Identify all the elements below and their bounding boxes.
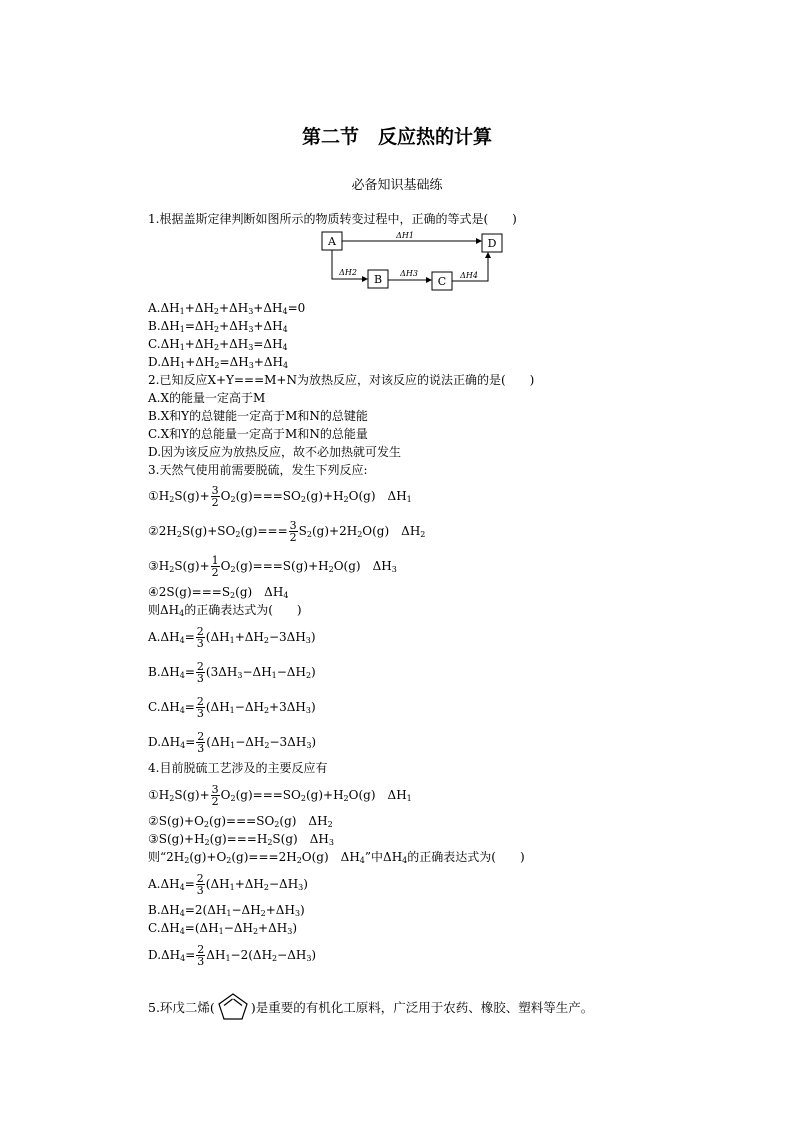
- q4-question: 则“$2H_2(g)+O_2(g)===2H_2O(g)$ $\Delta H_4$”中$\Delta H_4$的正确表达式为( ): [148, 850, 525, 865]
- fraction: $\frac{2}{3}$: [196, 872, 204, 897]
- q1-option-a: $A.\Delta H_1+\Delta H_2+\Delta H_3+\Delta H_4=0$: [148, 301, 306, 316]
- q1-option-c: $C.\Delta H_1+\Delta H_2+\Delta H_3=\Delta H_4$: [148, 337, 288, 352]
- fraction: $\frac{3}{2}$: [289, 519, 297, 544]
- q2-option-d: D.因为该反应为放热反应，故不必加热就可发生: [148, 445, 402, 459]
- q2-option-b: B.X和Y的总键能一定高于M和N的总键能: [148, 409, 368, 423]
- q4-option-b: $B.\Delta H_4=2(\Delta H_1-\Delta H_2+\Delta H_3)$: [148, 903, 305, 918]
- cyclopentadiene-structure-icon: [215, 991, 251, 1021]
- q4-option-c: $C.\Delta H_4=(\Delta H_1-\Delta H_2+\Delta H_3)$: [148, 921, 298, 936]
- q4-stem: 4.目前脱硫工艺涉及的主要反应有: [148, 761, 328, 775]
- q3-option-a: $A.\Delta H_4=$ $\frac{2}{3}$ $(\Delta H_1+\Delta H_2-3\Delta H_3)$: [148, 625, 316, 650]
- q3-reaction-4: $④2S(g)===S_2(g)$ $\Delta H_4$: [148, 585, 289, 600]
- q4-reaction-2: $②S(g)+O_2(g)===SO_2(g)$ $\Delta H_2$: [148, 814, 333, 829]
- fraction: $\frac{2}{3}$: [196, 695, 204, 720]
- box-b-label: B: [373, 273, 383, 286]
- fraction: $\frac{2}{3}$: [196, 660, 204, 685]
- box-c-label: C: [437, 275, 447, 288]
- label-dh1: ΔH1: [396, 231, 414, 240]
- label-dh2: ΔH2: [339, 268, 357, 277]
- q1-reaction-diagram: [310, 226, 510, 296]
- q1-stem: 1.根据盖斯定律判断如图所示的物质转变过程中，正确的等式是( ): [148, 212, 517, 226]
- q1-option-b: $B.\Delta H_1=\Delta H_2+\Delta H_3+\Delta H_4$: [148, 319, 288, 334]
- q3-reaction-1: $①H_2S(g)+$ $\frac{3}{2}$ $O_2(g)===SO_2(g)+H_2O(g)$ $\Delta H_1$: [148, 484, 412, 509]
- page-title: 第二节 反应热的计算: [301, 126, 492, 148]
- q4-option-a: $A.\Delta H_4=$ $\frac{2}{3}$ $(\Delta H_1+\Delta H_2-\Delta H_3)$: [148, 872, 308, 897]
- fraction: $\frac{2}{3}$: [197, 730, 205, 755]
- q3-question: 则$\Delta H_4$的正确表达式为( ): [148, 603, 302, 618]
- q5-stem: 5.环戊二烯( )是重要的有机化工原料，广泛用于农药、橡胶、塑料等生产。: [148, 991, 593, 1021]
- q4-option-d: $D.\Delta H_4=$ $\frac{2}{3}$ $\Delta H_1-2(\Delta H_2-\Delta H_3)$: [148, 943, 317, 968]
- box-a-label: A: [328, 235, 336, 248]
- q3-stem: 3.天然气使用前需要脱硫，发生下列反应:: [148, 463, 368, 477]
- fraction: $\frac{3}{2}$: [211, 484, 219, 509]
- q3-option-d: $D.\Delta H_4=$ $\frac{2}{3}$ $(\Delta H_1-\Delta H_2-3\Delta H_3)$: [148, 730, 317, 755]
- fraction: $\frac{2}{3}$: [196, 625, 204, 650]
- label-dh4: ΔH4: [460, 271, 478, 280]
- q4-reaction-1: $①H_2S(g)+$ $\frac{3}{2}$ $O_2(g)===SO_2(g)+H_2O(g)$ $\Delta H_1$: [148, 783, 412, 808]
- q3-option-c: $C.\Delta H_4=$ $\frac{2}{3}$ $(\Delta H_1-\Delta H_2+3\Delta H_3)$: [148, 695, 316, 720]
- q2-stem: 2.已知反应X+Y===M+N为放热反应，对该反应的说法正确的是( ): [148, 373, 535, 387]
- section-subtitle: 必备知识基础练: [351, 178, 443, 193]
- label-dh3: ΔH3: [400, 269, 418, 278]
- q2-option-c: C.X和Y的总能量一定高于M和N的总能量: [148, 427, 368, 441]
- fraction: $\frac{3}{2}$: [211, 783, 219, 808]
- fraction: $\frac{1}{2}$: [211, 554, 219, 579]
- box-d-label: D: [487, 237, 497, 250]
- fraction: $\frac{2}{3}$: [197, 943, 205, 968]
- q1-option-d: $D.\Delta H_1+\Delta H_2=\Delta H_3+\Delta H_4$: [148, 355, 289, 370]
- q3-option-b: $B.\Delta H_4=$ $\frac{2}{3}$ $(3\Delta H_3-\Delta H_1-\Delta H_2)$: [148, 660, 316, 685]
- q3-reaction-2: $②2H_2S(g)+SO_2(g)===$ $\frac{3}{2}$ $S_2(g)+2H_2O(g)$ $\Delta H_2$: [148, 519, 426, 544]
- q2-option-a: A.X的能量一定高于M: [148, 391, 266, 405]
- q4-reaction-3: $③S(g)+H_2(g)===H_2S(g)$ $\Delta H_3$: [148, 832, 334, 847]
- q3-reaction-3: $③H_2S(g)+$ $\frac{1}{2}$ $O_2(g)===S(g)+H_2O(g)$ $\Delta H_3$: [148, 554, 397, 579]
